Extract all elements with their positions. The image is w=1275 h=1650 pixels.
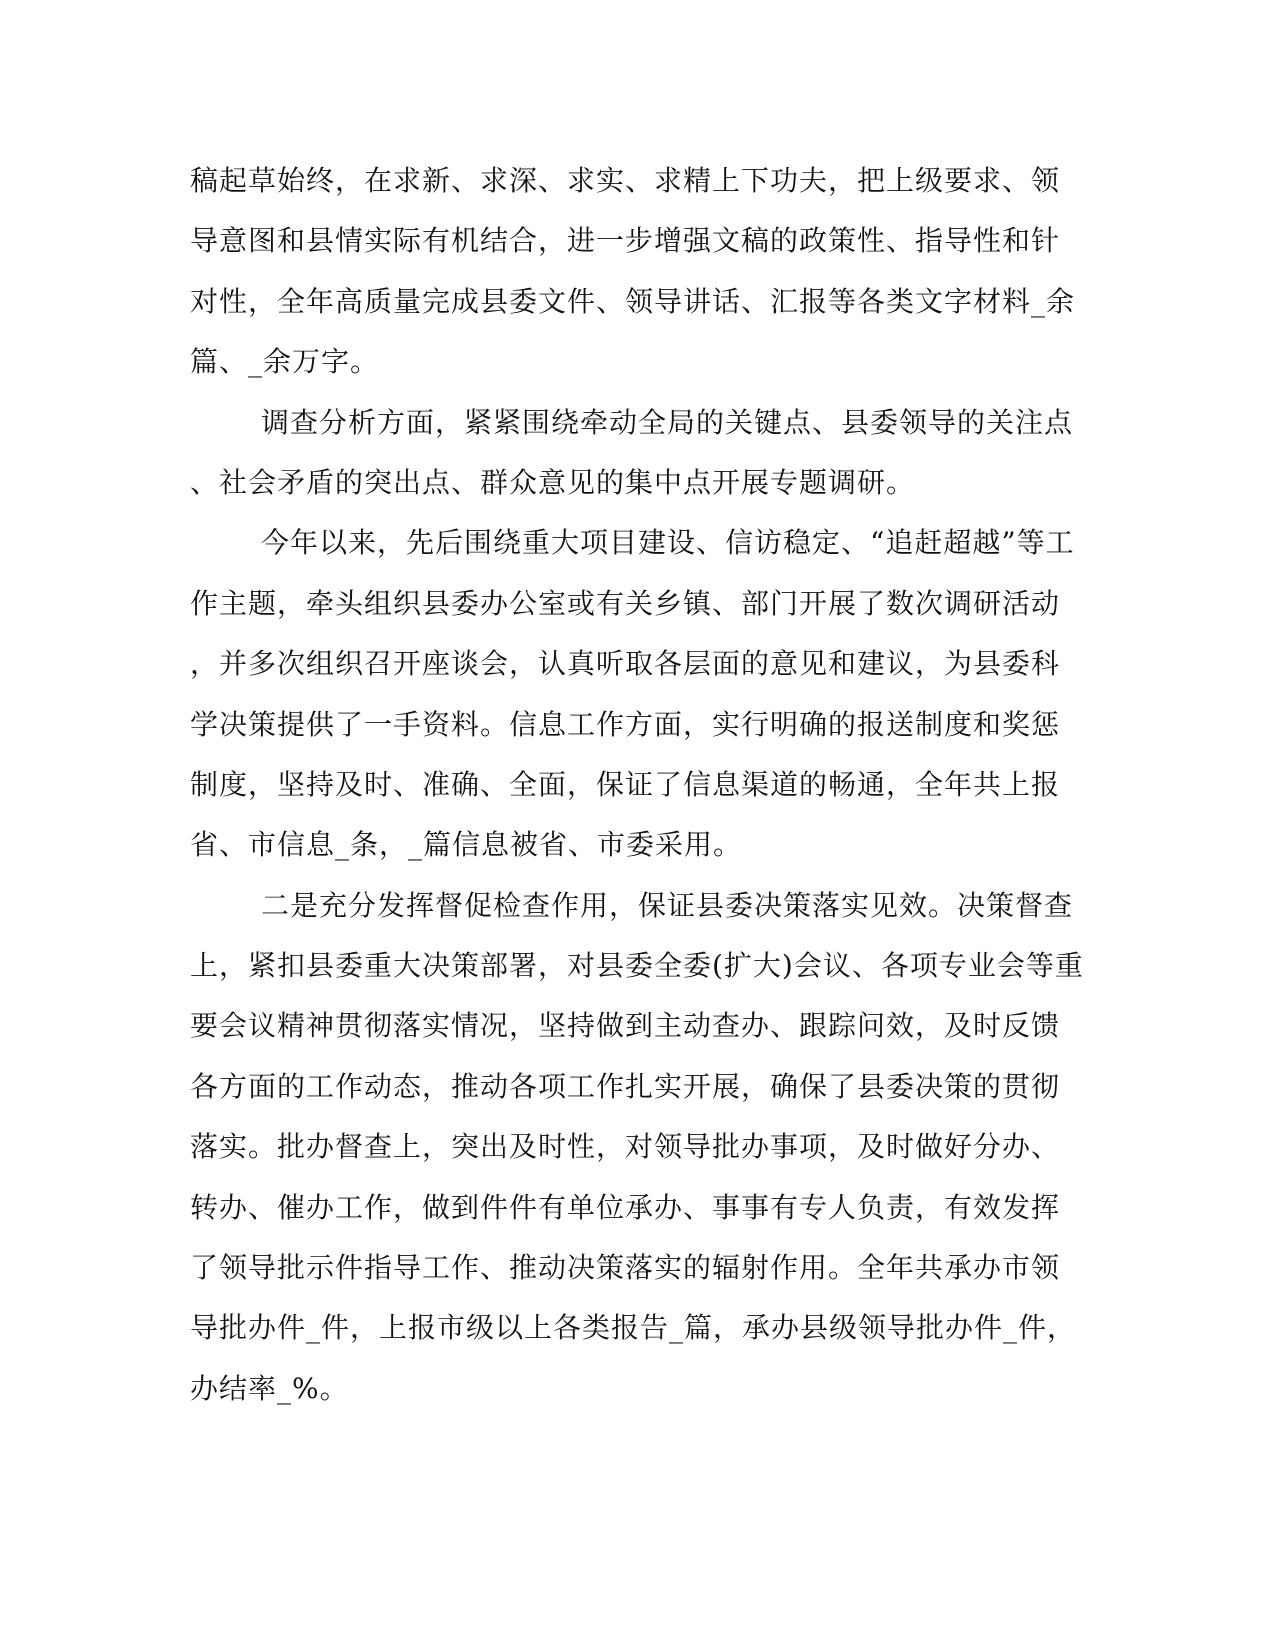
text-line: 篇、_余万字。 <box>190 345 380 379</box>
text-line: 省、市信息_条，_篇信息被省、市委采用。 <box>190 828 743 862</box>
text-line: 上，紧扣县委重大决策部署，对县委全委(扩大)会议、各项专业会等重 <box>190 949 1084 983</box>
paragraph-start-line: 二是充分发挥督促检查作用，保证县委决策落实见效。决策督查 <box>261 888 1074 922</box>
text-line: 落实。批办督查上，突出及时性，对领导批办事项，及时做好分办、 <box>190 1130 1061 1164</box>
text-line: 稿起草始终，在求新、求深、求实、求精上下功夫，把上级要求、领 <box>190 164 1061 197</box>
text-line: 作主题，牵头组织县委办公室或有关乡镇、部门开展了数次调研活动 <box>190 586 1061 620</box>
paragraph-start-line: 今年以来，先后围绕重大项目建设、信访稳定、“追赶超越”等工 <box>261 526 1075 560</box>
text-line: 了领导批示件指导工作、推动决策落实的辐射作用。全年共承办市领 <box>190 1251 1061 1285</box>
text-line: 学决策提供了一手资料。信息工作方面，实行明确的报送制度和奖惩 <box>190 707 1061 741</box>
text-line: 转办、催办工作，做到件件有单位承办、事事有专人负责，有效发挥 <box>190 1190 1061 1224</box>
text-line: 对性，全年高质量完成县委文件、领导讲话、汇报等各类文字材料_余 <box>190 284 1076 318</box>
document-body <box>190 162 1090 1430</box>
text-line: 导意图和县情实际有机结合，进一步增强文稿的政策性、指导性和针 <box>190 224 1061 258</box>
paragraph-start-line: 调查分析方面，紧紧围绕牵动全局的关键点、县委领导的关注点 <box>261 405 1074 439</box>
text-line: 各方面的工作动态，推动各项工作扎实开展，确保了县委决策的贯彻 <box>190 1069 1061 1103</box>
text-line: 要会议精神贯彻落实情况，坚持做到主动查办、跟踪问效，及时反馈 <box>190 1009 1061 1043</box>
text-line: 办结率_%。 <box>190 1371 349 1405</box>
text-line: ，并多次组织召开座谈会，认真听取各层面的意见和建议，为县委科 <box>190 647 1061 681</box>
text-line: 制度，坚持及时、准确、全面，保证了信息渠道的畅通，全年共上报 <box>190 767 1061 801</box>
text-line: 导批办件_件，上报市级以上各类报告_篇，承办县级领导批办件_件， <box>190 1311 1077 1345</box>
text-line: 、社会矛盾的突出点、群众意见的集中点开展专题调研。 <box>190 465 916 499</box>
